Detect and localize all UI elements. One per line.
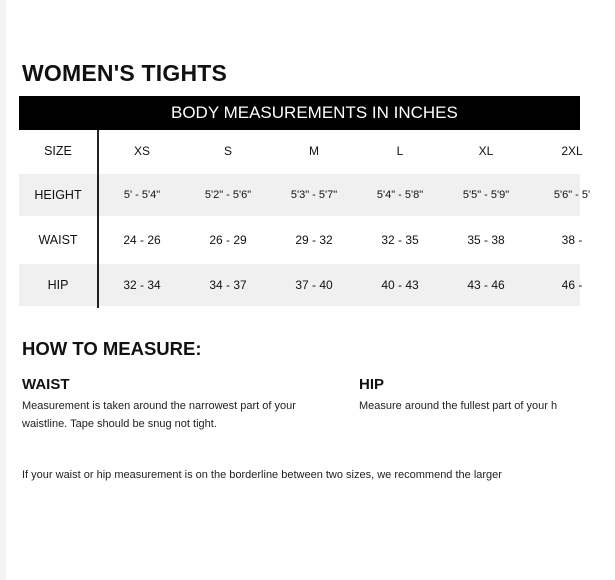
table-cell: 5' - 5'4" — [123, 189, 161, 201]
table-cell: 35 - 38 — [467, 233, 505, 247]
table-cell: 32 - 35 — [381, 233, 419, 247]
table-cell: 34 - 37 — [209, 278, 247, 292]
table-cell: 5'5" - 5'9" — [462, 189, 510, 201]
table-row-waist — [19, 219, 583, 261]
page-title: WOMEN'S TIGHTS — [22, 60, 228, 86]
table-banner — [19, 96, 580, 130]
table-banner-label: BODY MEASUREMENTS IN INCHES — [171, 103, 458, 122]
table-cell: 5'2" - 5'6" — [204, 189, 252, 201]
row-label: HIP — [47, 278, 69, 292]
hip-text-line-1: Measure around the fullest part of your h — [359, 400, 558, 412]
table-cell: S — [223, 144, 232, 158]
table-cell: 2XL — [561, 144, 583, 158]
table-cell: 40 - 43 — [381, 278, 419, 292]
table-cell: 29 - 32 — [295, 233, 333, 247]
size-table — [19, 130, 591, 308]
table-row-size — [19, 130, 583, 172]
waist-text-line-2: waistline. Tape should be snug not tight. — [22, 418, 217, 430]
row-label: WAIST — [38, 233, 78, 247]
table-cell: 46 - — [561, 278, 583, 292]
page-edge — [0, 0, 6, 580]
row-label: HEIGHT — [34, 188, 82, 202]
table-row-height — [19, 174, 591, 216]
table-row-hip — [19, 264, 583, 306]
how-to-measure-heading: HOW TO MEASURE: — [22, 338, 202, 359]
table-cell: 43 - 46 — [467, 278, 505, 292]
sizing-note: If your waist or hip measurement is on the borderline between two sizes, we recommend the larger — [22, 469, 502, 481]
waist-heading: WAIST — [22, 376, 70, 393]
table-cell: 5'4" - 5'8" — [376, 189, 424, 201]
table-cell: L — [396, 144, 404, 158]
table-cell: 5'6" - 5' — [553, 189, 591, 201]
table-divider — [97, 130, 99, 308]
table-cell: 5'3" - 5'7" — [290, 189, 338, 201]
table-cell: XL — [478, 144, 494, 158]
table-cell: 24 - 26 — [123, 233, 161, 247]
table-cell: 38 - — [561, 233, 583, 247]
table-cell: 26 - 29 — [209, 233, 247, 247]
row-label: SIZE — [44, 144, 72, 158]
hip-heading: HIP — [359, 376, 385, 393]
table-cell: XS — [133, 144, 150, 158]
table-cell: 37 - 40 — [295, 278, 333, 292]
waist-text-line-1: Measurement is taken around the narrowest part of your — [22, 400, 296, 412]
table-cell: M — [309, 144, 319, 158]
table-cell: 32 - 34 — [123, 278, 161, 292]
